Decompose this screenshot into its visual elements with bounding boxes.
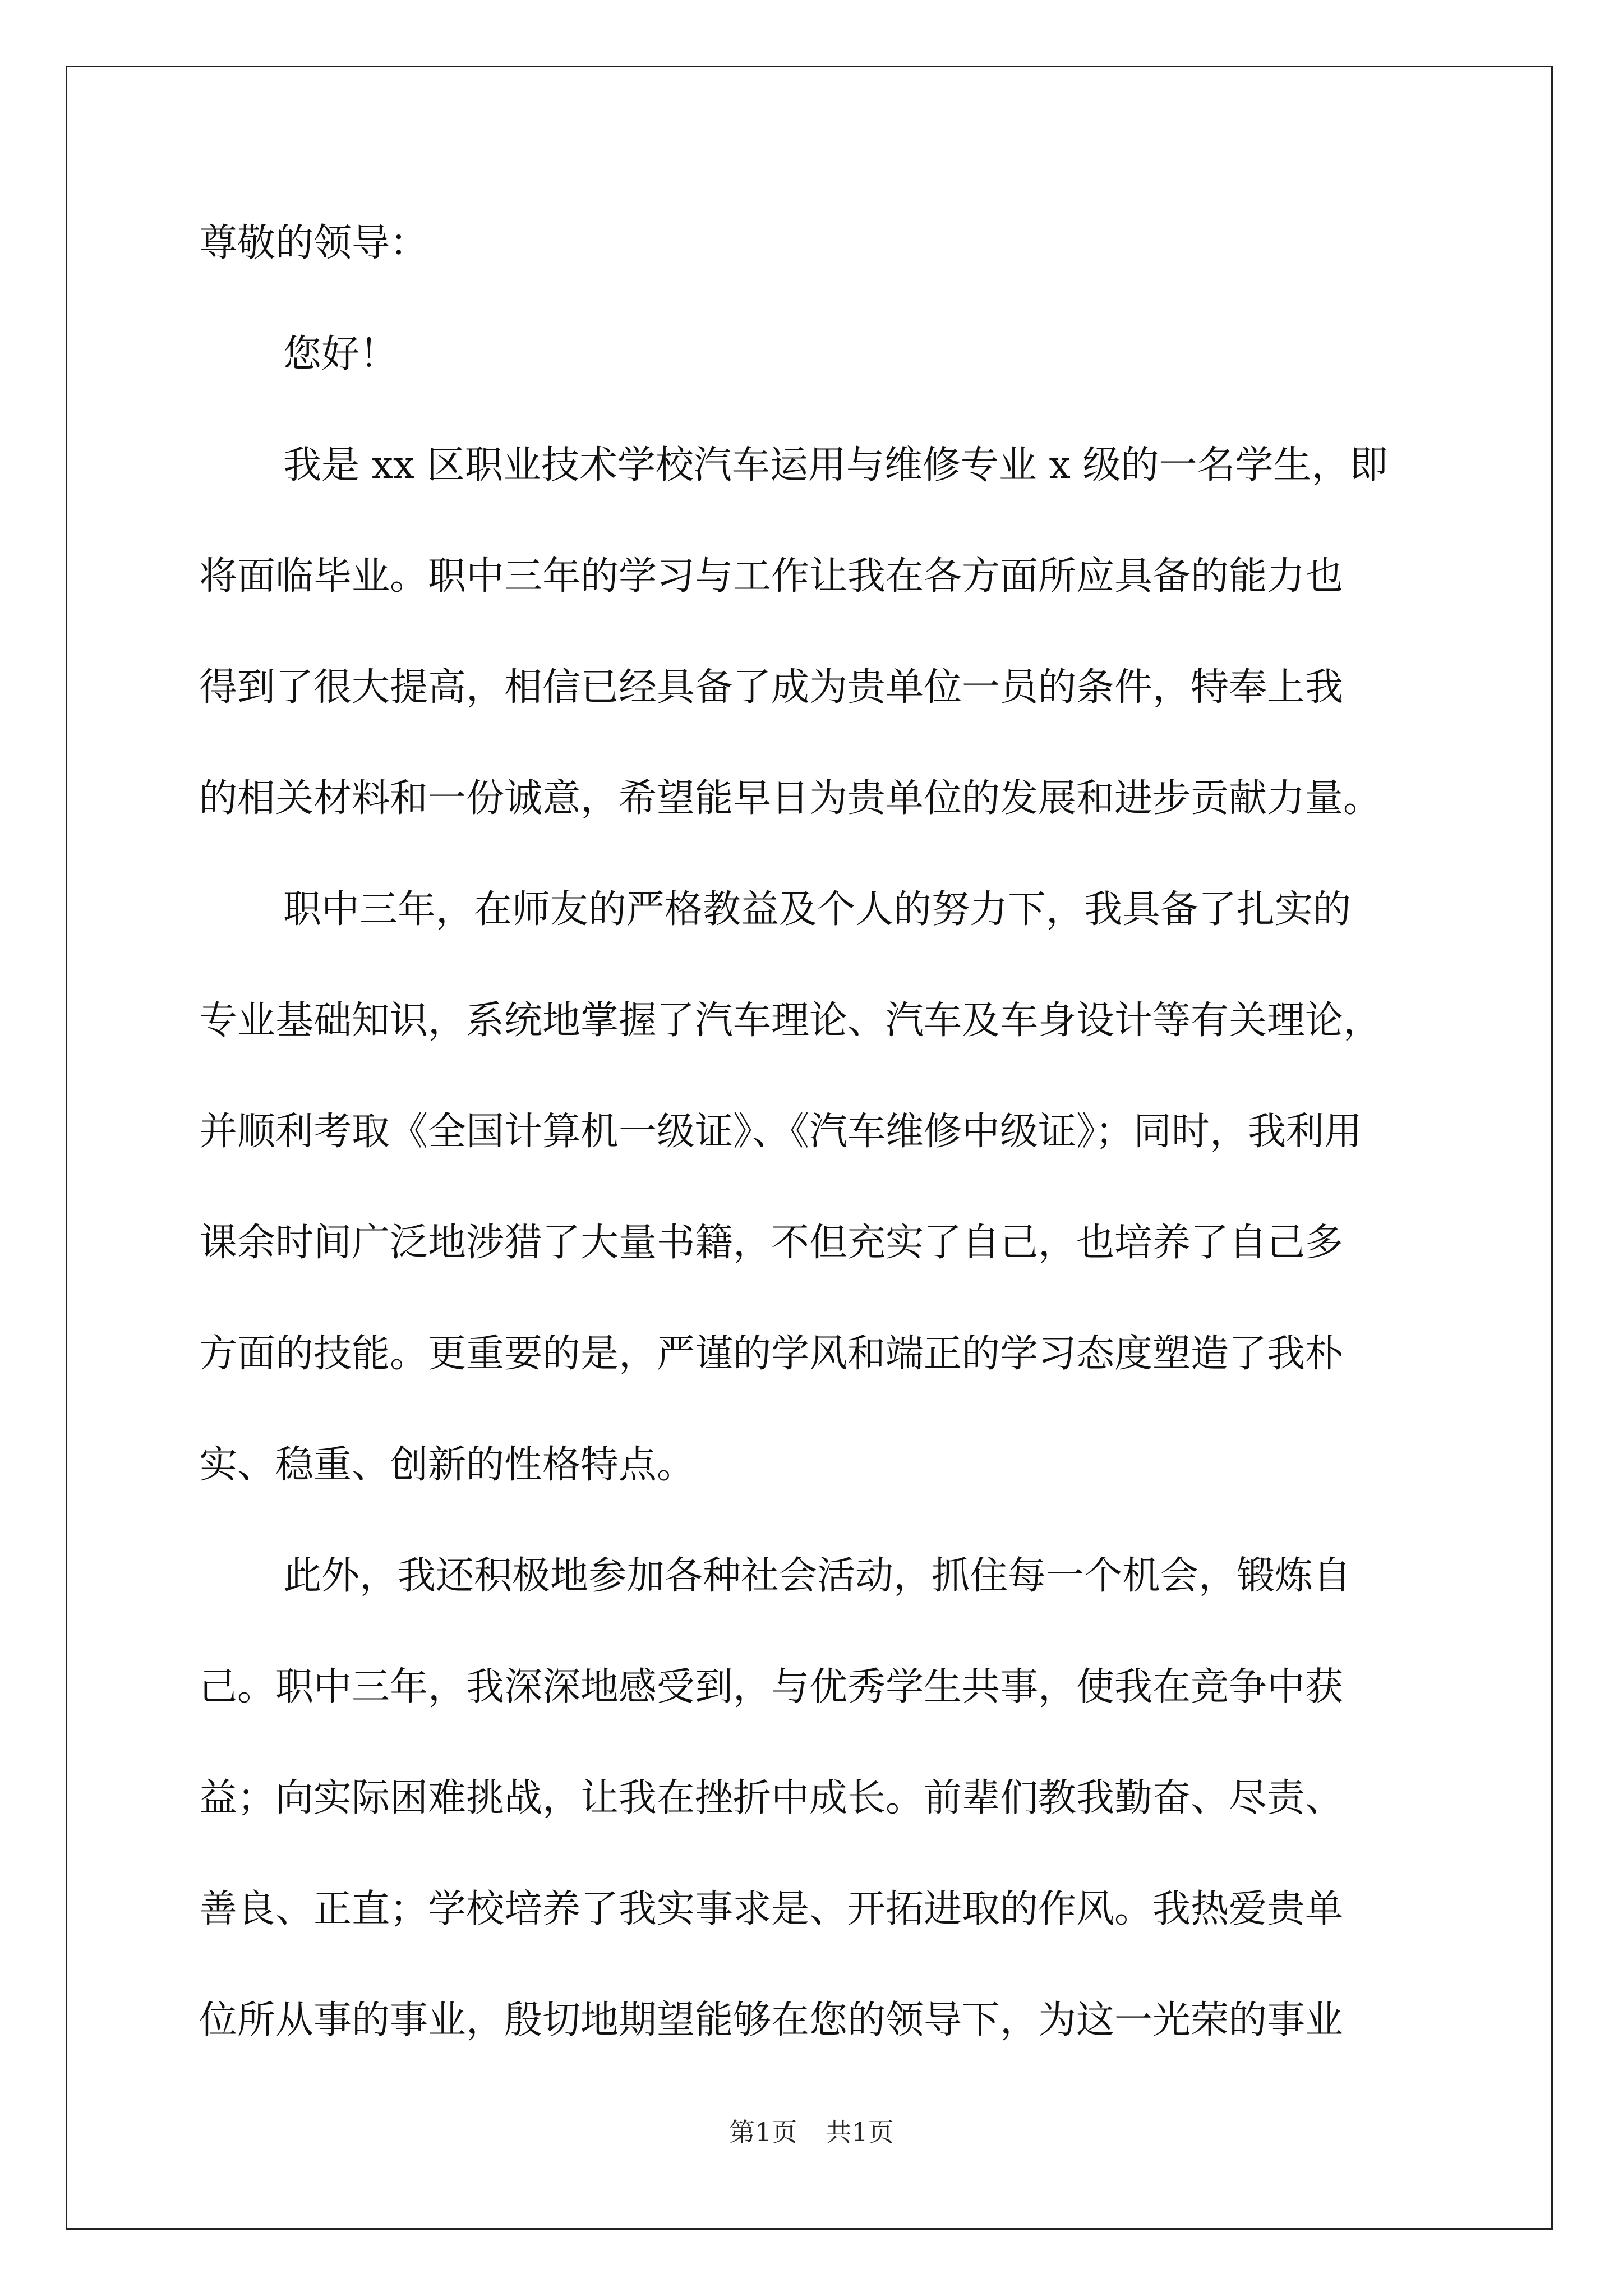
text-line: 益；向实际困难挑战，让我在挫折中成长。前辈们教我勤奋、尽责、 xyxy=(199,1776,1344,1820)
body-lines xyxy=(199,332,1422,2113)
text-line: 课余时间广泛地涉猎了大量书籍，不但充实了自己，也培养了自己多 xyxy=(199,1221,1344,1265)
salutation: 尊敬的领导： xyxy=(199,221,428,265)
text-line: 我是 xx 区职业技术学校汽车运用与维修专业 x 级的一名学生，即 xyxy=(283,443,1388,487)
text-line: 善良、正直；学校培养了我实事求是、开拓进取的作风。我热爱贵单 xyxy=(199,1887,1344,1931)
text-line: 的相关材料和一份诚意，希望能早日为贵单位的发展和进步贡献力量。 xyxy=(199,776,1382,821)
text-line: 方面的技能。更重要的是，严谨的学风和端正的学习态度塑造了我朴 xyxy=(199,1332,1344,1376)
letter-body xyxy=(199,221,1422,2113)
text-line: 实、稳重、创新的性格特点。 xyxy=(199,1443,695,1487)
text-line: 此外，我还积极地参加各种社会活动，抓住每一个机会，锻炼自 xyxy=(283,1554,1352,1598)
page-number-current: 第1页 xyxy=(729,2117,797,2147)
page-number-total: 共1页 xyxy=(826,2117,894,2147)
text-line: 您好！ xyxy=(283,332,398,376)
text-line: 位所从事的事业，殷切地期望能够在您的领导下，为这一光荣的事业 xyxy=(199,1998,1344,2042)
page-footer xyxy=(0,2112,1623,2149)
text-line: 并顺利考取《全国计算机一级证》、《汽车维修中级证》；同时，我利用 xyxy=(199,1110,1363,1154)
text-line: 专业基础知识，系统地掌握了汽车理论、汽车及车身设计等有关理论， xyxy=(199,999,1382,1043)
text-line: 己。职中三年，我深深地感受到，与优秀学生共事，使我在竞争中获 xyxy=(199,1665,1344,1709)
text-line: 得到了很大提高，相信已经具备了成为贵单位一员的条件，特奉上我 xyxy=(199,665,1344,710)
text-line: 将面临毕业。职中三年的学习与工作让我在各方面所应具备的能力也 xyxy=(199,554,1344,599)
text-line: 职中三年，在师友的严格教益及个人的努力下，我具备了扎实的 xyxy=(283,887,1352,932)
